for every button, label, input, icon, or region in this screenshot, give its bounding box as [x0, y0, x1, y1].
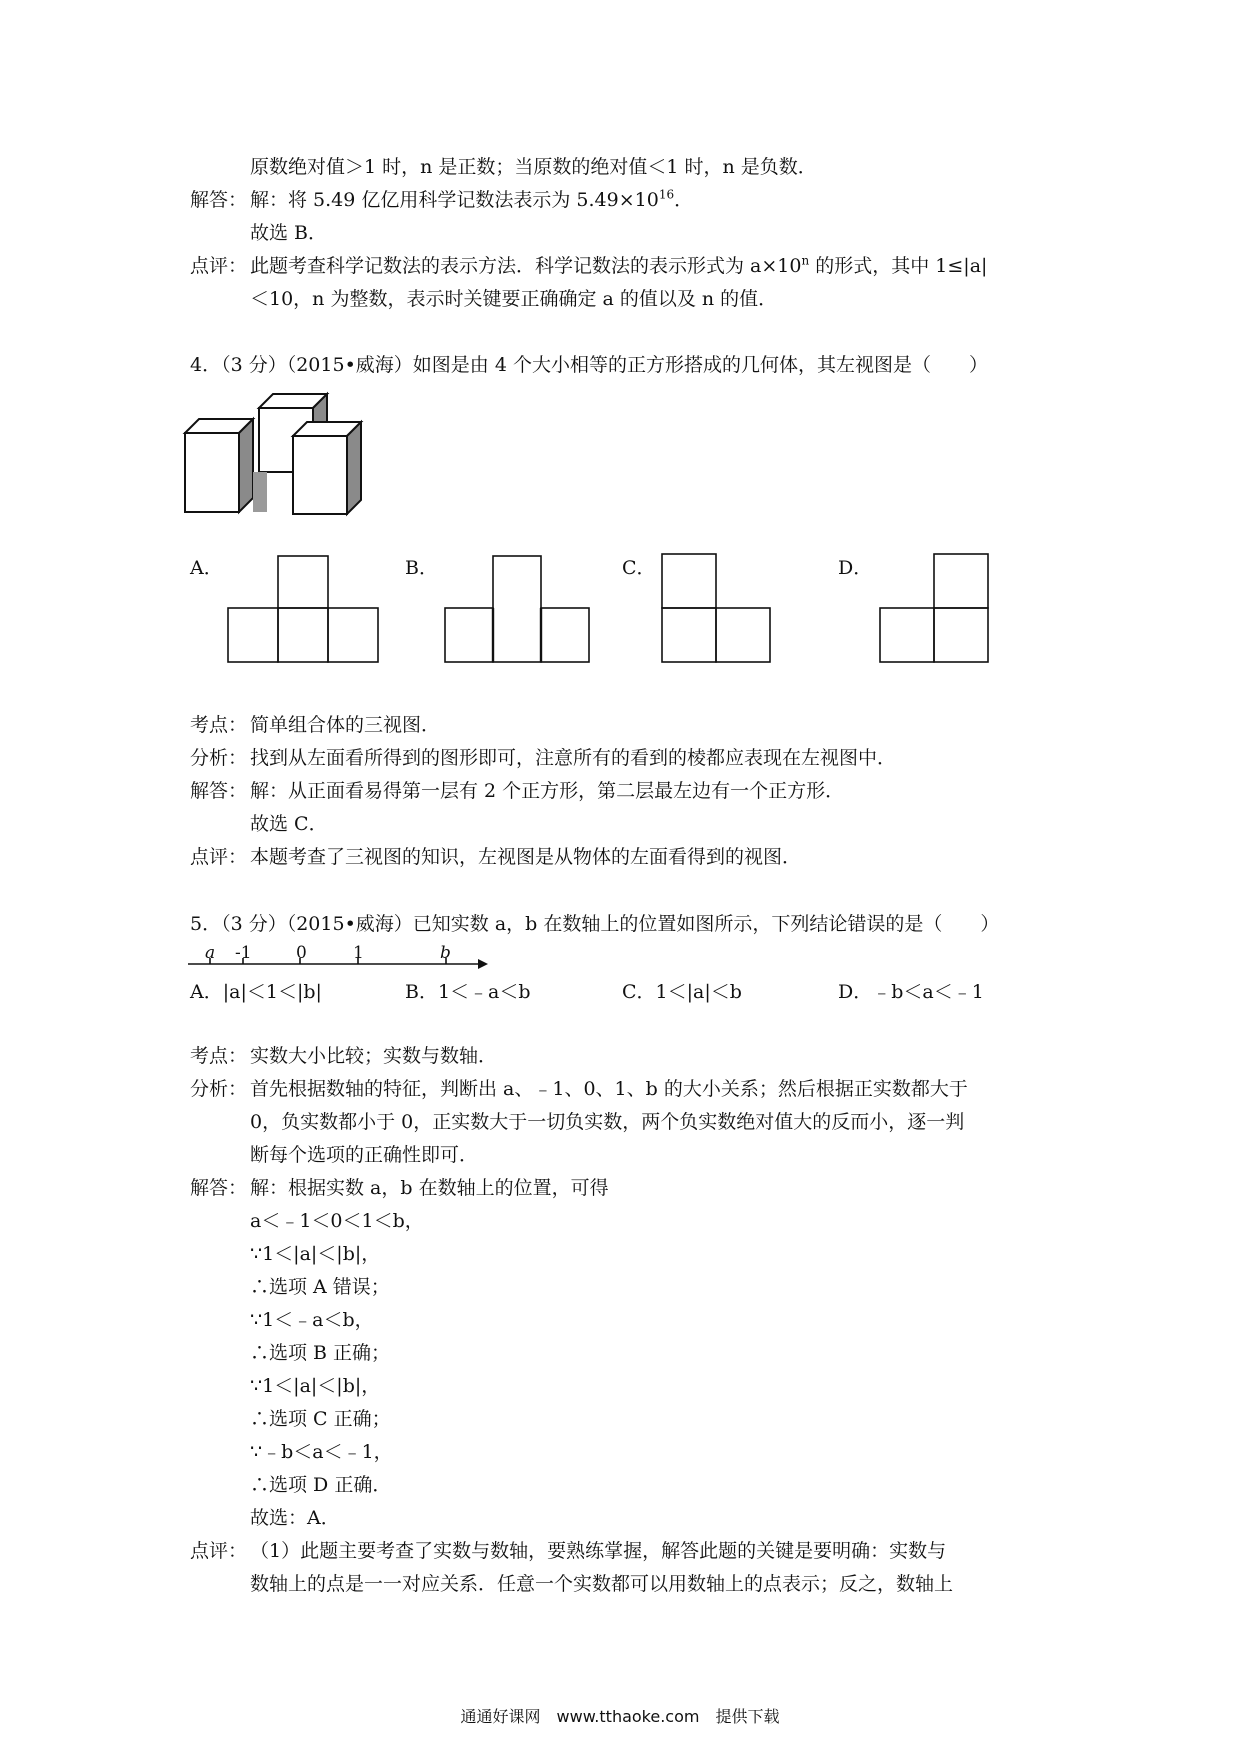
- q5-step: ∴选项 C 正确；: [250, 1408, 391, 1430]
- q5-option-a: A．|a|＜1＜|b|: [190, 981, 322, 1003]
- q3-analysis-continued: 原数绝对值＞1 时，n 是正数；当原数的绝对值＜1 时，n 是负数．: [250, 156, 817, 178]
- axis-label-1: 1: [353, 943, 364, 963]
- q5-step: 故选：A．: [250, 1507, 340, 1529]
- q5-option-d: D．﹣b＜a＜﹣1: [838, 981, 984, 1003]
- q4-option-b-label: B．: [405, 557, 438, 579]
- q4-choose: 故选 C．: [250, 813, 328, 835]
- q3-choose: 故选 B．: [250, 222, 328, 244]
- axis-label-0: 0: [296, 943, 307, 963]
- q3-answer: 解答： 解：将 5.49 亿亿用科学记数法表示为 $5.49\times 10^{16}$．: [190, 187, 694, 211]
- q4-option-b-figure: [445, 556, 595, 664]
- q4-option-d-figure: [880, 554, 990, 664]
- q5-step: ∴选项 D 正确．: [250, 1474, 392, 1496]
- q4-option-a-figure: [228, 556, 378, 664]
- q5-analysis: 分析： 首先根据数轴的特征，判断出 a、﹣1、0、1、b 的大小关系；然后根据正实数都大于: [190, 1078, 968, 1100]
- q4-key-point: 考点： 简单组合体的三视图．: [190, 714, 441, 736]
- q5-step: ∴选项 B 正确；: [250, 1342, 391, 1364]
- q3-comment: 点评： 此题考查科学记数法的表示方法．科学记数法的表示形式为 $a\times 10^n$ 的形式，其中 1≤|a|: [190, 253, 988, 277]
- q4-answer: 解答： 解：从正面看易得第一层有 2 个正方形，第二层最左边有一个正方形．: [190, 780, 845, 802]
- q5-step: ∴选项 A 错误；: [250, 1276, 390, 1298]
- q5-comment: 点评： （1）此题主要考查了实数与数轴，要熟练掌握，解答此题的关键是要明确：实数与: [190, 1540, 947, 1562]
- q5-option-b: B．1＜﹣a＜b: [405, 981, 531, 1003]
- axis-label-b: b: [440, 943, 451, 963]
- q3-comment-line2: ＜10，n 为整数，表示时关键要正确确定 a 的值以及 n 的值．: [250, 288, 778, 310]
- q4-option-a-label: A．: [190, 557, 223, 579]
- q4-stem: 4．（3 分）（2015•威海）如图是由 4 个大小相等的正方形搭成的几何体，其左视图是（ ）: [190, 354, 988, 376]
- q5-step: ∵1＜|a|＜|b|，: [250, 1375, 381, 1397]
- q4-cube-figure: [185, 388, 365, 538]
- q5-answer: 解答： 解：根据实数 a，b 在数轴上的位置，可得: [190, 1177, 609, 1199]
- q5-analysis-line2: 0，负实数都小于 0，正实数大于一切负实数，两个负实数绝对值大的反而小，逐一判: [250, 1111, 965, 1133]
- q4-option-c-figure: [662, 554, 772, 664]
- q5-step: ∵﹣b＜a＜﹣1，: [250, 1441, 393, 1463]
- q5-step: ∵1＜﹣a＜b，: [250, 1309, 374, 1331]
- q5-step: a＜﹣1＜0＜1＜b，: [250, 1210, 424, 1232]
- axis-label-a: a: [205, 943, 216, 963]
- q5-key-point: 考点： 实数大小比较；实数与数轴．: [190, 1045, 498, 1067]
- q5-stem: 5．（3 分）（2015•威海）已知实数 a，b 在数轴上的位置如图所示，下列结论错误的是（ ）: [190, 913, 1000, 935]
- q4-option-d-label: D．: [838, 557, 873, 579]
- page-footer: 通通好课网 www.tthaoke.com 提供下载: [460, 1707, 780, 1726]
- q5-step: ∵1＜|a|＜|b|，: [250, 1243, 381, 1265]
- q5-analysis-line3: 断每个选项的正确性即可．: [250, 1144, 479, 1166]
- q3-comment-label: 点评：: [190, 255, 248, 277]
- q4-option-c-label: C．: [622, 557, 656, 579]
- q5-comment-line2: 数轴上的点是一一对应关系．任意一个实数都可以用数轴上的点表示；反之，数轴上: [250, 1573, 954, 1595]
- q5-option-c: C．1＜|a|＜b: [622, 981, 742, 1003]
- axis-label-neg1: -1: [235, 943, 252, 963]
- q4-analysis: 分析： 找到从左面看所得到的图形即可，注意所有的看到的棱都应表现在左视图中．: [190, 747, 897, 769]
- q3-answer-label: 解答：: [190, 189, 248, 211]
- q4-comment: 点评： 本题考查了三视图的知识，左视图是从物体的左面看得到的视图．: [190, 846, 802, 868]
